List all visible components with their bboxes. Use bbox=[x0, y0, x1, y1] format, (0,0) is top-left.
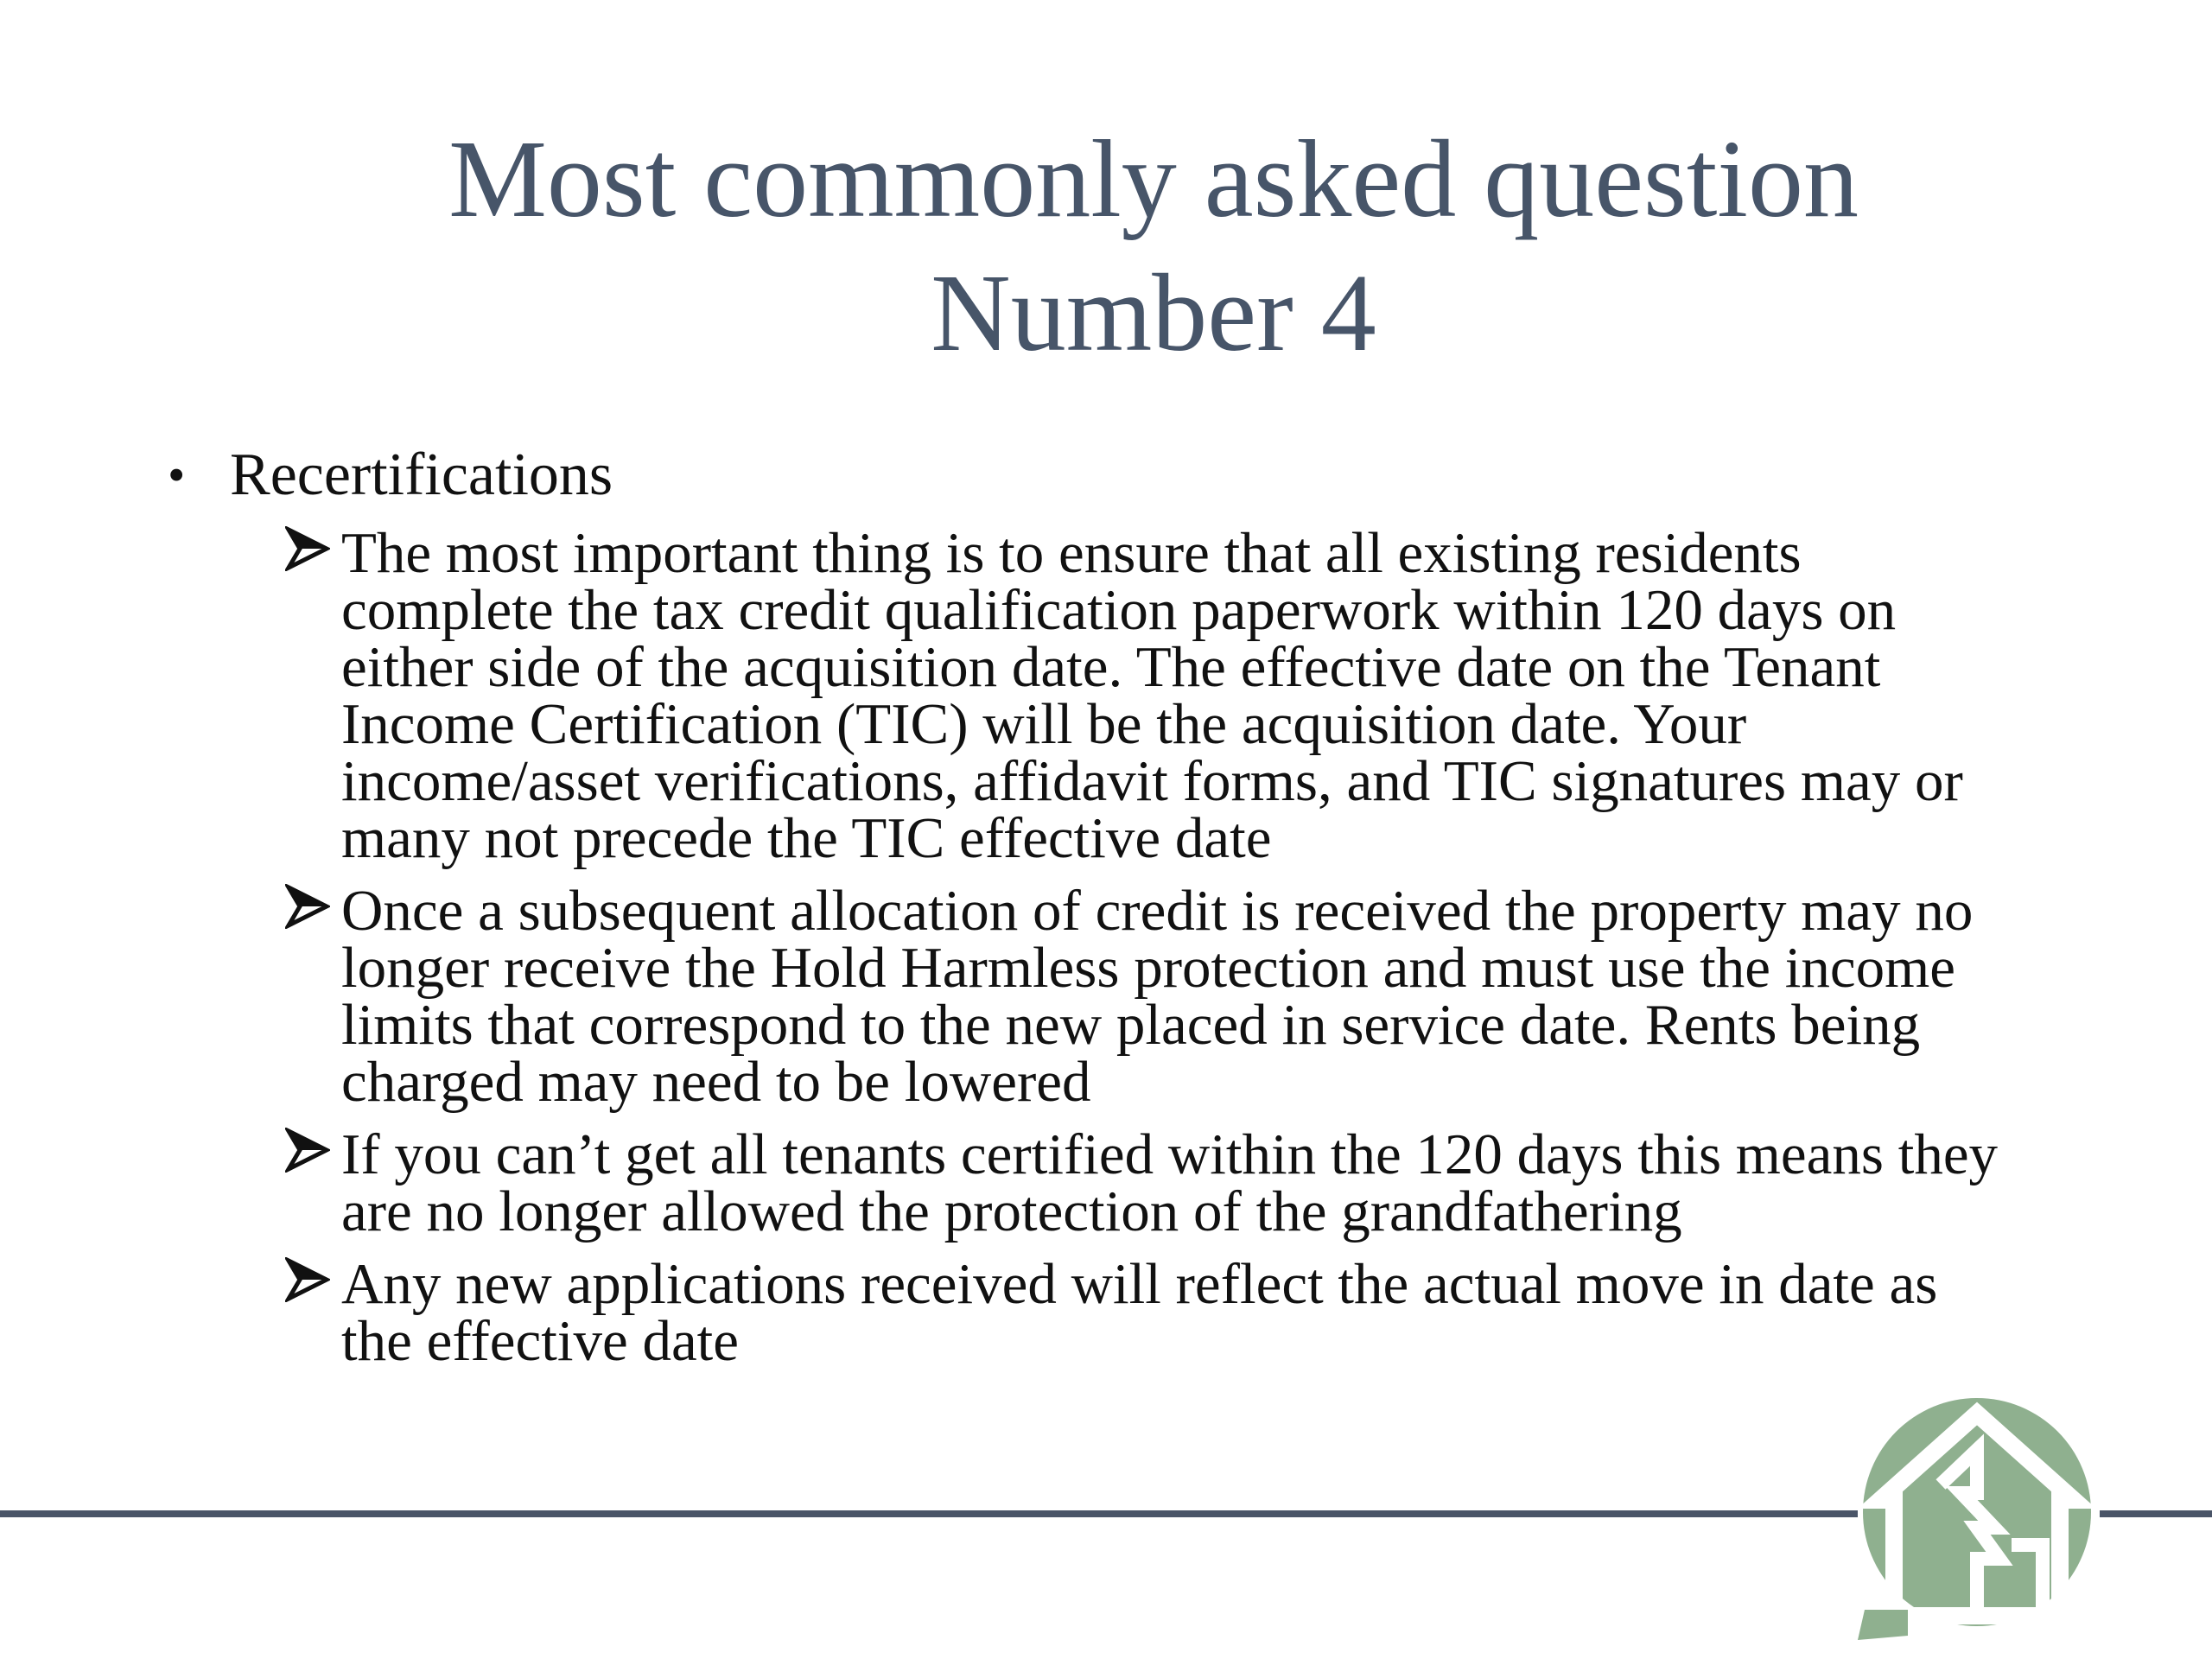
sub-bullet-text: The most important thing is to ensure that all existing residents complete the tax credit qualification paperwork within 120 days on either side of the acquisition date. The effective date on the Tenant Income Certification (TIC) will be the acquisition date. Your income/asset verifications, affidavit forms, and TIC signatures may or many not precede the TIC effective date bbox=[341, 521, 1963, 870]
arrowhead-icon bbox=[285, 884, 330, 929]
bullet-label: Recertifications bbox=[230, 442, 613, 508]
round-bullet-icon: • bbox=[168, 447, 186, 503]
sub-bullet-text: If you can’t get all tenants certified within the 120 days this means they are no longer allowed the protection of the grandfathering bbox=[341, 1122, 1999, 1243]
title-line-2: Number 4 bbox=[931, 251, 1376, 374]
slide-content bbox=[164, 436, 2022, 1385]
footer-rule-left bbox=[0, 1510, 1858, 1517]
sub-bullet-item bbox=[164, 521, 2022, 870]
sub-bullet-item bbox=[164, 1252, 2022, 1373]
sub-bullet-list bbox=[164, 521, 2022, 1373]
house-tree-logo-icon bbox=[1847, 1389, 2107, 1649]
arrowhead-icon bbox=[285, 1257, 330, 1302]
slide-title bbox=[259, 112, 2048, 380]
sub-bullet-item bbox=[164, 1122, 2022, 1243]
sub-bullet-item bbox=[164, 879, 2022, 1114]
sub-bullet-text: Any new applications received will reflect the actual move in date as the effective date bbox=[341, 1252, 1938, 1373]
bullet-recertifications bbox=[164, 436, 2022, 514]
title-line-1: Most commonly asked question bbox=[448, 118, 1859, 240]
sub-bullet-text: Once a subsequent allocation of credit is received the property may no longer receive the Hold Harmless protection and must use the income limits that correspond to the new placed in service date. Rents being charged may need to be lowered bbox=[341, 879, 1974, 1114]
footer-rule-right bbox=[2100, 1510, 2212, 1517]
arrowhead-icon bbox=[285, 1128, 330, 1173]
arrowhead-icon bbox=[285, 526, 330, 571]
